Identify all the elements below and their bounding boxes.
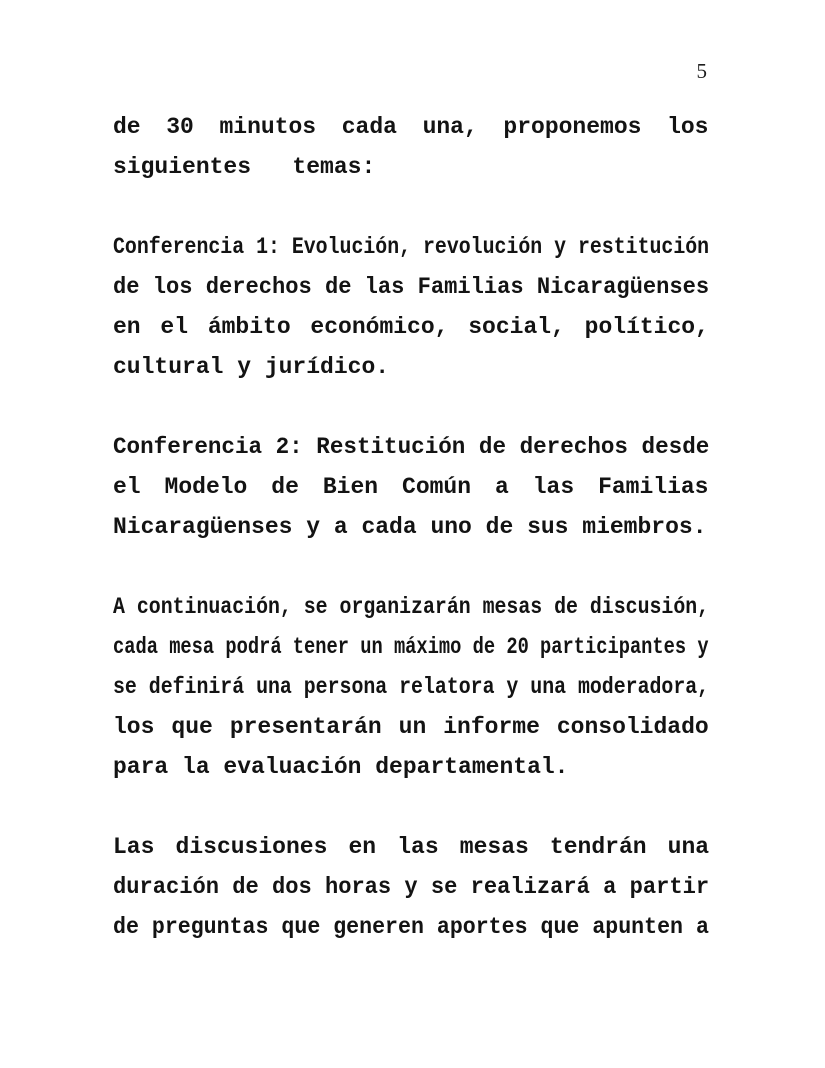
paragraph [113, 827, 709, 947]
text-line [113, 347, 709, 387]
line-text: el Modelo de Bien Común a las Familias [113, 474, 709, 500]
text-line [113, 467, 709, 507]
paragraph [113, 587, 709, 787]
text-line [113, 107, 709, 147]
text-line [113, 307, 709, 347]
line-text: Conferencia 1: Evolución, revolución y restitución [113, 234, 710, 260]
text-line [113, 267, 710, 307]
line-text: Nicaragüenses y a cada uno de sus miembros. [113, 514, 707, 540]
text-line [113, 747, 709, 787]
text-line [113, 227, 710, 267]
line-text: Conferencia 2: Restitución de derechos desde [113, 434, 710, 460]
paragraph [113, 427, 709, 547]
line-text: de preguntas que generen aportes que apunten a [113, 914, 709, 940]
text-line [113, 707, 709, 747]
text-line [113, 827, 709, 867]
line-text: en el ámbito económico, social, político, [113, 314, 709, 340]
text-line [113, 427, 710, 467]
text-line [113, 507, 709, 547]
line-text: duración de dos horas y se realizará a partir [113, 874, 710, 900]
text-line [113, 867, 710, 907]
line-text: para la evaluación departamental. [113, 754, 569, 780]
line-text: Las discusiones en las mesas tendrán una [113, 834, 710, 860]
line-text: cada mesa podrá tener un máximo de 20 participantes y [113, 634, 709, 660]
text-line [113, 627, 709, 667]
line-text: de los derechos de las Familias Nicaragüenses [113, 274, 710, 300]
text-line [113, 907, 709, 947]
text-line [113, 667, 710, 707]
text-line [113, 147, 709, 187]
line-text: los que presentarán un informe consolidado [113, 714, 709, 740]
line-text: A continuación, se organizarán mesas de discusión, [113, 594, 710, 620]
paragraph [113, 107, 709, 187]
line-text: de 30 minutos cada una, proponemos los [113, 114, 709, 140]
text-line [113, 587, 710, 627]
page-number: 5 [696, 59, 707, 83]
line-text: se definirá una persona relatora y una moderadora, [113, 674, 710, 700]
document-body [113, 107, 709, 987]
paragraph [113, 227, 709, 387]
line-text: siguientes temas: [113, 154, 376, 180]
line-text: cultural y jurídico. [113, 354, 390, 380]
